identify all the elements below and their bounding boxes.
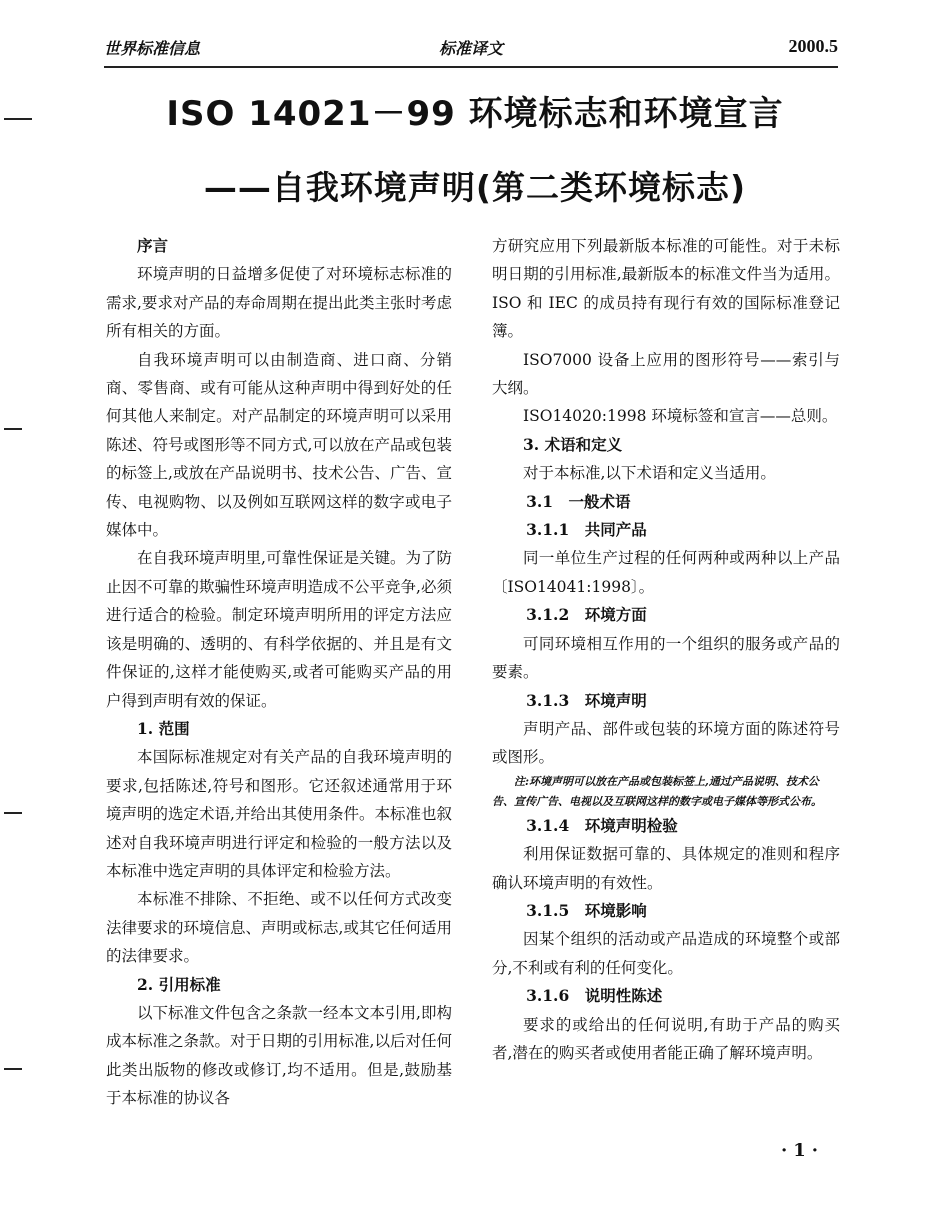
page-number: ·1· bbox=[780, 1140, 824, 1161]
reference-item: ISO7000 设备上应用的图形符号——索引与大纲。 bbox=[492, 350, 840, 398]
preface-heading: 序言 bbox=[137, 236, 169, 255]
header-rule bbox=[104, 66, 838, 68]
term-heading: 3.1.5 环境影响 bbox=[526, 900, 647, 920]
reference-item: ISO14020:1998 环境标签和宣言——总则。 bbox=[523, 407, 838, 426]
margin-mark bbox=[4, 812, 22, 814]
term-heading: 3.1.2 环境方面 bbox=[526, 605, 647, 625]
definition: 因某个组织的活动或产品造成的环境整个或部分,不利或有利的任何变化。 bbox=[492, 930, 840, 977]
paragraph: 方研究应用下列最新版本标准的可能性。对于未标明日期的引用标准,最新版本的标准文件当为适用。ISO 和 IEC 的成员持有现行有效的国际标准登记簿。 bbox=[492, 237, 840, 341]
definition: 要求的或给出的任何说明,有助于产品的购买者,潜在的购买者或使用者能正确了解环境声明。 bbox=[492, 1015, 840, 1062]
issue-date: 2000.5 bbox=[788, 36, 838, 56]
right-column bbox=[492, 232, 840, 1067]
note: 注:环境声明可以放在产品或包装标签上,通过产品说明、技术公告、宣传广告、电视以及互联网这样的数字或电子媒体等形式公布。 bbox=[492, 774, 822, 808]
term-heading: 3.1.3 环境声明 bbox=[526, 690, 647, 710]
section-heading: 2. 引用标准 bbox=[137, 974, 221, 994]
definition: 声明产品、部件或包装的环境方面的陈述符号或图形。 bbox=[492, 719, 840, 767]
subsection-heading: 3.1 一般术语 bbox=[526, 491, 631, 511]
running-header bbox=[104, 36, 838, 66]
definition: 可同环境相互作用的一个组织的服务或产品的要素。 bbox=[492, 634, 840, 682]
paragraph: 环境声明的日益增多促使了对环境标志标准的需求,要求对产品的寿命周期在提出此类主张时考虑所有相关的方面。 bbox=[106, 265, 452, 341]
paragraph: 在自我环境声明里,可靠性保证是关键。为了防止因不可靠的欺骗性环境声明造成不公平竞争,必须进行适合的检验。制定环境声明所用的评定方法应该是明确的、透明的、有科学依据的、并且是有文件保证的,这样才能使购买,或者可能购买产品的用户得到声明有效的保证。 bbox=[106, 549, 452, 710]
title-line-1: ISO 14021－99 环境标志和环境宣言 bbox=[166, 94, 784, 134]
paragraph: 自我环境声明可以由制造商、进口商、分销商、零售商、或有可能从这种声明中得到好处的任何其他人来制定。对产品制定的环境声明可以采用陈述、符号或图形等不同方式,可以放在产品或包装的标签上,或放在产品说明书、技术公告、广告、宣传、电视购物、以及例如互联网这样的数字或电子媒体中。 bbox=[106, 350, 452, 540]
paragraph: 本标准不排除、不拒绝、或不以任何方式改变法律要求的环境信息、声明或标志,或其它任何适用的法律要求。 bbox=[106, 890, 452, 966]
section-name: 标准译文 bbox=[438, 39, 503, 58]
term-heading: 3.1.1 共同产品 bbox=[526, 520, 647, 540]
journal-name: 世界标准信息 bbox=[104, 39, 201, 58]
term-heading: 3.1.4 环境声明检验 bbox=[526, 815, 678, 835]
section-heading: 1. 范围 bbox=[137, 718, 190, 738]
paragraph: 本国际标准规定对有关产品的自我环境声明的要求,包括陈述,符号和图形。它还叙述通常用于环境声明的选定术语,并给出其使用条件。本标准也叙述对自我环境声明进行评定和检验的一般方法以及本标准中选定声明的具体评定和检验方法。 bbox=[106, 748, 452, 880]
left-column bbox=[106, 232, 452, 1113]
definition: 利用保证数据可靠的、具体规定的准则和程序确认环境声明的有效性。 bbox=[492, 845, 840, 892]
margin-mark bbox=[4, 1068, 22, 1070]
section-heading: 3. 术语和定义 bbox=[523, 434, 623, 454]
paragraph: 以下标准文件包含之条款一经本文本引用,即构成本标准之条款。对于日期的引用标准,以后对任何此类出版物的修改或修订,均不适用。但是,鼓励基于本标准的协议各 bbox=[106, 1003, 452, 1108]
definition: 同一单位生产过程的任何两种或两种以上产品〔ISO14041:1998〕。 bbox=[492, 549, 840, 596]
title-line-2: ——自我环境声明(第二类环境标志) bbox=[203, 168, 747, 207]
term-heading: 3.1.6 说明性陈述 bbox=[526, 986, 663, 1006]
margin-mark bbox=[4, 428, 22, 430]
paragraph: 对于本标准,以下术语和定义当适用。 bbox=[523, 464, 776, 483]
